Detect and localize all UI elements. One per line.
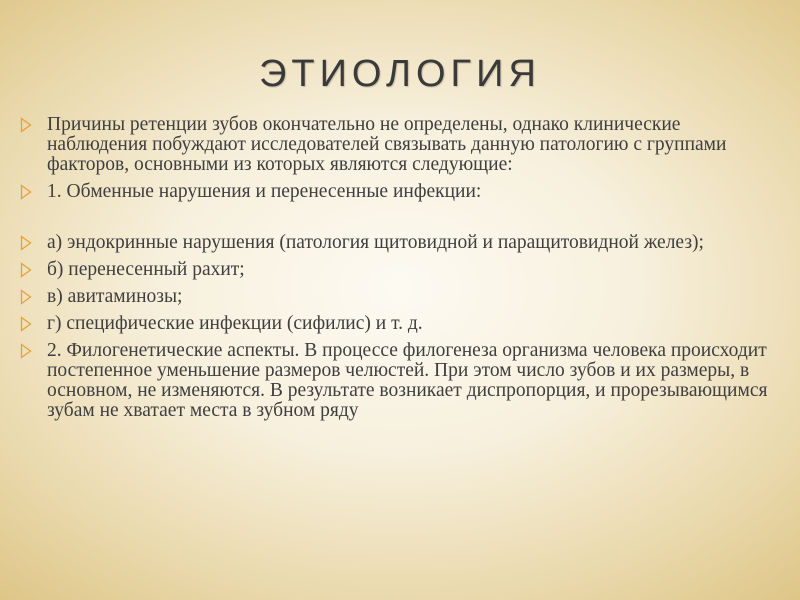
list-item: [20, 314, 780, 334]
bullet-arrow-icon: [20, 316, 32, 332]
bullet-arrow-icon: [20, 343, 32, 359]
bullet-list: [20, 115, 780, 428]
list-item: [20, 260, 780, 280]
list-item: [20, 182, 780, 202]
list-item: [20, 233, 780, 253]
list-item-text: Причины ретенции зубов окончательно не определены, однако клинические наблюдения побуждают исследователей связывать данную патологию с группами факторов, основными из которых являются следующие:: [47, 114, 727, 175]
slide-title: ЭТИОЛОГИЯ: [259, 53, 541, 95]
list-item-text: 2. Филогенетические аспекты. В процессе филогенеза организма человека происходит постепенное уменьшение размеров челюстей. При этом число зубов и их размеры, в основном, не изменяются. В результате возникает диспропорция, и прорезывающимся зубам не хватает места в зубном ряду: [47, 340, 768, 421]
list-item-text: в) авитаминозы;: [47, 286, 183, 307]
list-item-text: а) эндокринные нарушения (патология щитовидной и паращитовидной желез);: [47, 232, 704, 253]
list-item-text: б) перенесенный рахит;: [47, 259, 245, 280]
list-item-text: г) специфические инфекции (сифилис) и т. д.: [47, 313, 423, 334]
bullet-arrow-icon: [20, 117, 32, 133]
list-item: [20, 115, 780, 175]
list-item: [20, 287, 780, 307]
bullet-arrow-icon: [20, 262, 32, 278]
list-item: [20, 341, 780, 421]
bullet-arrow-icon: [20, 289, 32, 305]
list-item-text: 1. Обменные нарушения и перенесенные инфекции:: [47, 181, 482, 202]
bullet-arrow-icon: [20, 235, 32, 251]
bullet-arrow-icon: [20, 184, 32, 200]
